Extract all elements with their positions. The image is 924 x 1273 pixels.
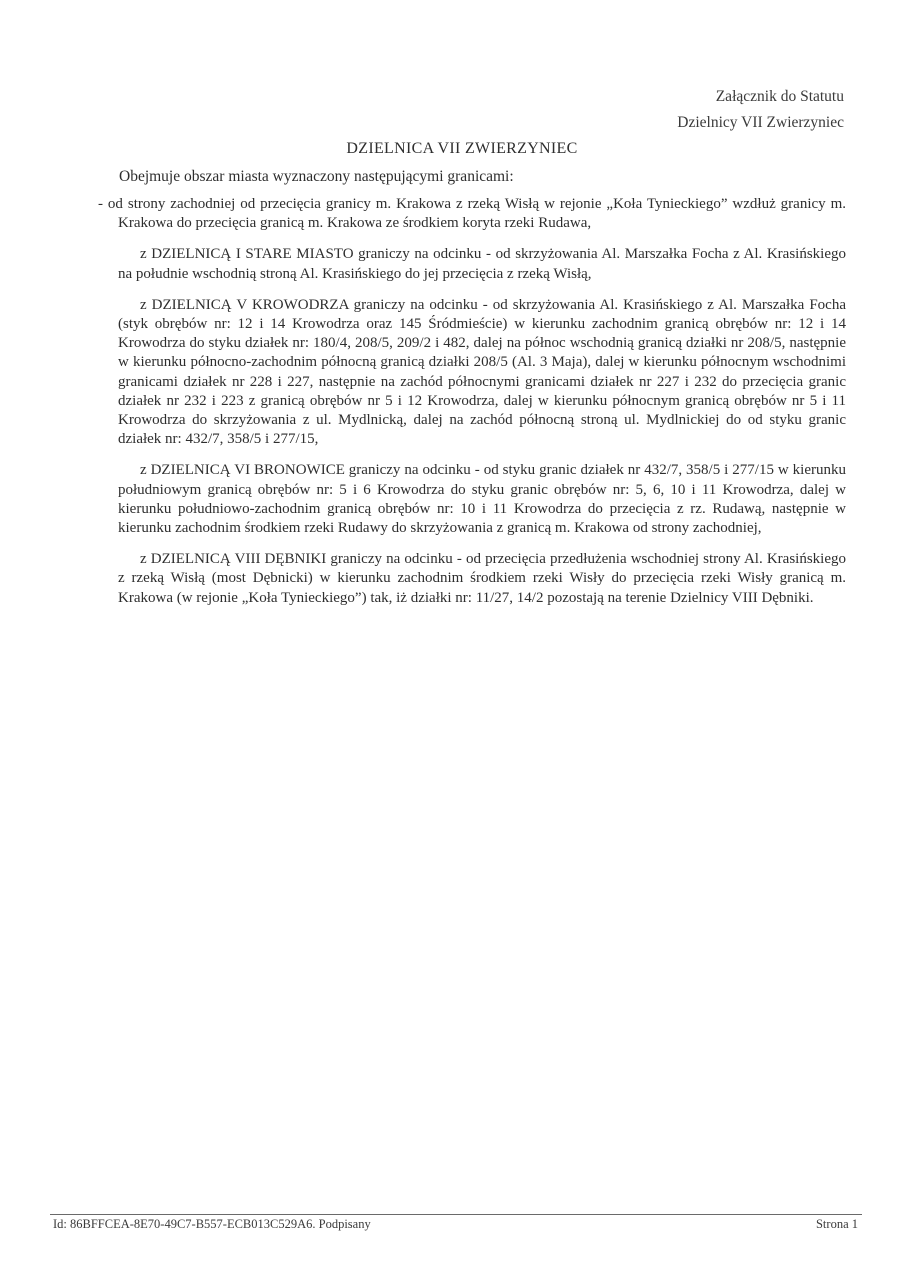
- annex-line-1: Załącznik do Statutu: [715, 88, 844, 105]
- footer-divider: [50, 1214, 862, 1215]
- footer-page-number: Strona 1: [815, 1217, 858, 1231]
- document-title: DZIELNICA VII ZWIERZYNIEC: [346, 140, 578, 157]
- paragraph-bronowice: z DZIELNICĄ VI BRONOWICE graniczy na odcinku - od styku granic działek nr 432/7, 358/5 i 277/15 w kierunku południowym granicą obrębów nr: 5 i 6 Krowodrza do styku granic obrębów nr: 5, 6, 10 i 11 Krowodrza, dalej w kierunku południowo-zachodnim granicą obrębów nr: 10 i 11 Krowodrza do przecięcia z rz. Rudawą, następnie w kierunku zachodnim środkiem rzeki Rudawy do skrzyżowania z granicą m. Krakowa od strony zachodniej,: [118, 462, 846, 537]
- paragraph-west-boundary: - od strony zachodniej od przecięcia granicy m. Krakowa z rzeką Wisłą w rejonie „Koła Tynieckiego” wzdłuż granicy m. Krakowa do przecięcia granicą m. Krakowa ze środkiem koryta rzeki Rudawa,: [98, 196, 846, 232]
- annex-header: [677, 84, 844, 136]
- intro-text: Obejmuje obszar miasta wyznaczony następującymi granicami:: [119, 168, 514, 185]
- paragraph-krowodrza: z DZIELNICĄ V KROWODRZA graniczy na odcinku - od skrzyżowania Al. Krasińskiego z Al. Marszałka Focha (styk obrębów nr: 12 i 14 Krowodrza oraz 145 Śródmieście) w kierunku zachodnim granicą obrębów nr: 12 i 14 Krowodrza do styku działek nr: 180/4, 208/5, 209/2 i 482, dalej na północ wschodnią granicą działki nr 208/5, następnie w kierunku północno-zachodnim północną granicą działki 208/5 (Al. 3 Maja), dalej w kierunku północnym wschodnimi granicami działek nr 228 i 227, następnie na zachód północnymi granicami działek nr 227 i 232 do przecięcia granic działek nr 232 i 223 z granicą obrębów nr 5 i 12 Krowodrza, dalej w kierunku północnym granicą obrębów nr 5 i 11 Krowodrza do skrzyżowania z ul. Mydlnicką, dalej na zachód północną stroną ul. Mydlnickiej do od styku granic działek nr: 432/7, 358/5 i 277/15,: [118, 296, 846, 448]
- paragraph-debniki: z DZIELNICĄ VIII DĘBNIKI graniczy na odcinku - od przecięcia przedłużenia wschodniej strony Al. Krasińskiego z rzeką Wisłą (most Dębnicki) w kierunku zachodnim środkiem rzeki Wisły do przecięcia rzeki Wisły granicą m. Krakowa (w rejonie „Koła Tynieckiego”) tak, iż działki nr: 11/27, 14/2 pozostają na terenie Dzielnicy VIII Dębniki.: [118, 551, 846, 606]
- annex-line-2: Dzielnicy VII Zwierzyniec: [677, 114, 844, 131]
- footer-document-id: Id: 86BFFCEA-8E70-49C7-B557-ECB013C529A6. Podpisany: [53, 1217, 371, 1231]
- document-body: [98, 195, 846, 620]
- paragraph-stare-miasto: z DZIELNICĄ I STARE MIASTO graniczy na odcinku - od skrzyżowania Al. Marszałka Focha z Al. Krasińskiego na południe wschodnią stroną Al. Krasińskiego do jej przecięcia z rzeką Wisłą,: [118, 246, 846, 282]
